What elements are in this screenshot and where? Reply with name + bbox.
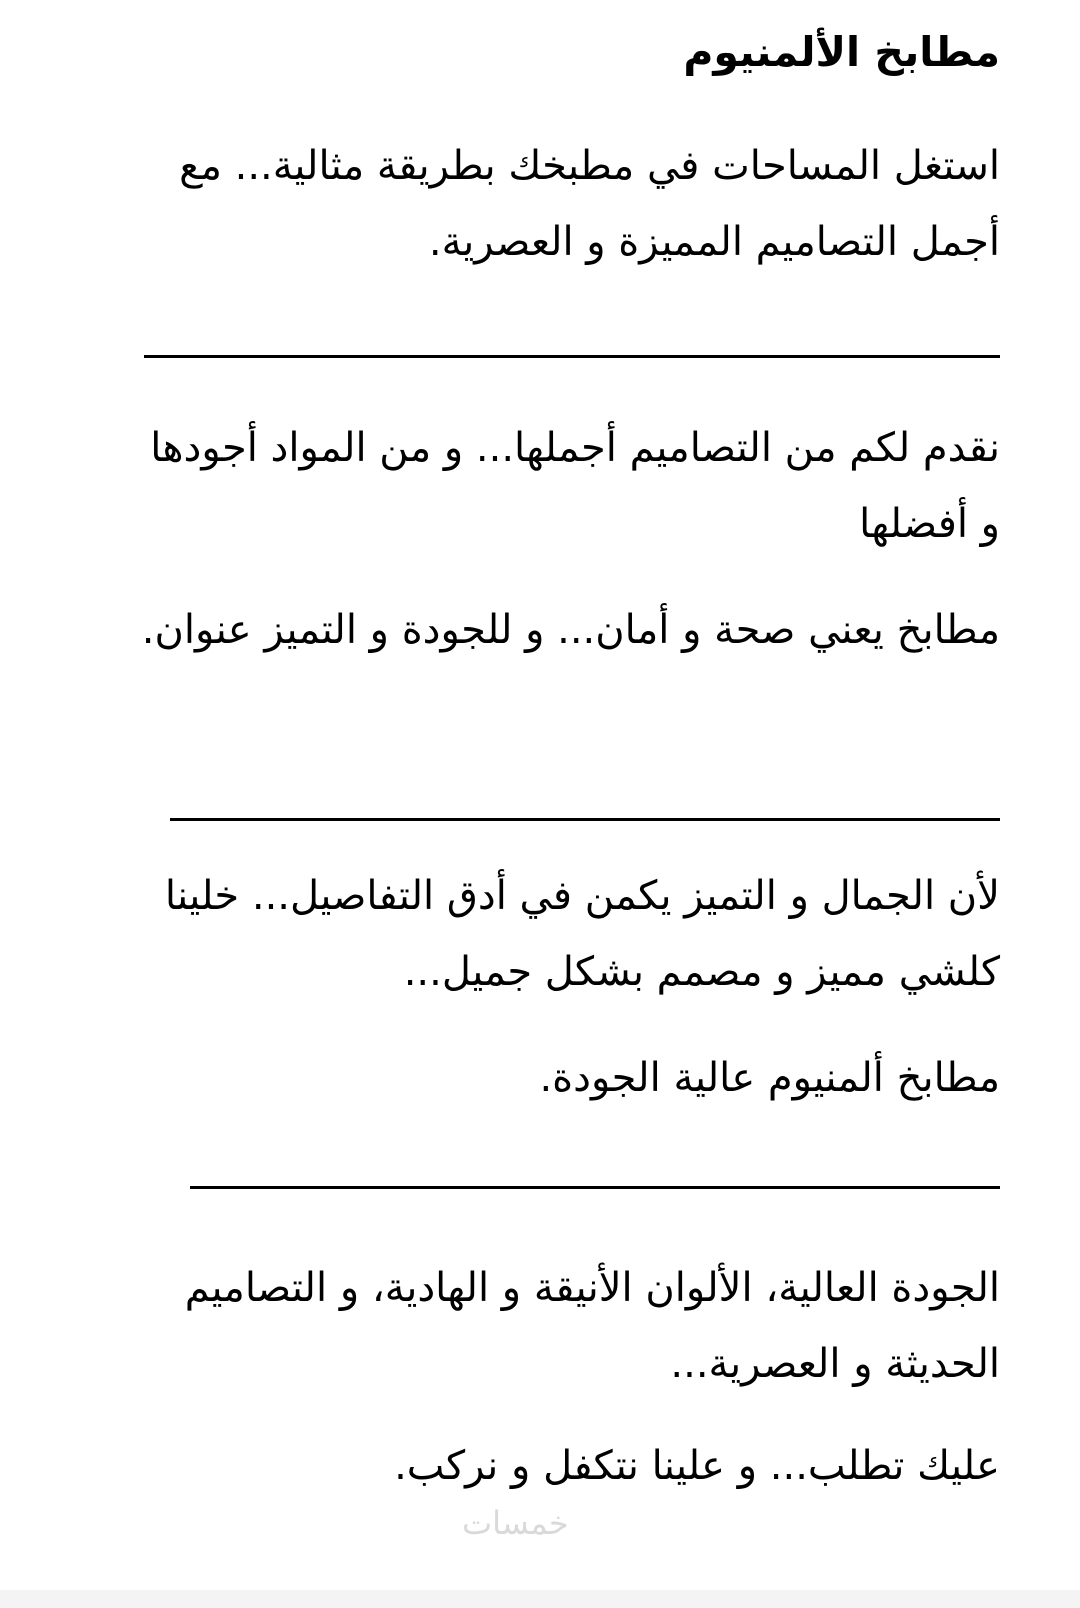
paragraph-3: مطابخ يعني صحة و أمان... و للجودة و التميز عنوان. (141, 607, 1000, 653)
divider-line-3 (190, 1186, 1000, 1189)
paragraph-6: الجودة العالية، الألوان الأنيقة و الهادية، و التصاميم الحديثة و العصرية... (184, 1265, 1000, 1387)
paragraph-2: نقدم لكم من التصاميم أجملها... و من المواد أجودها و أفضلها (150, 425, 1000, 547)
watermark-logo: خمسات (462, 1504, 569, 1542)
divider-line-1 (144, 355, 1000, 358)
paragraph-1: استغل المساحات في مطبخك بطريقة مثالية... مع أجمل التصاميم المميزة و العصرية. (179, 143, 1000, 265)
document-title: مطابخ الألمنيوم (683, 28, 1000, 76)
bottom-edge (0, 1590, 1080, 1608)
paragraph-7: عليك تطلب... و علينا نتكفل و نركب. (394, 1443, 1000, 1489)
paragraph-5: مطابخ ألمنيوم عالية الجودة. (539, 1055, 1000, 1101)
paragraph-4: لأن الجمال و التميز يكمن في أدق التفاصيل... خلينا كلشي مميز و مصمم بشكل جميل... (164, 873, 1000, 995)
divider-line-2 (170, 818, 1000, 821)
